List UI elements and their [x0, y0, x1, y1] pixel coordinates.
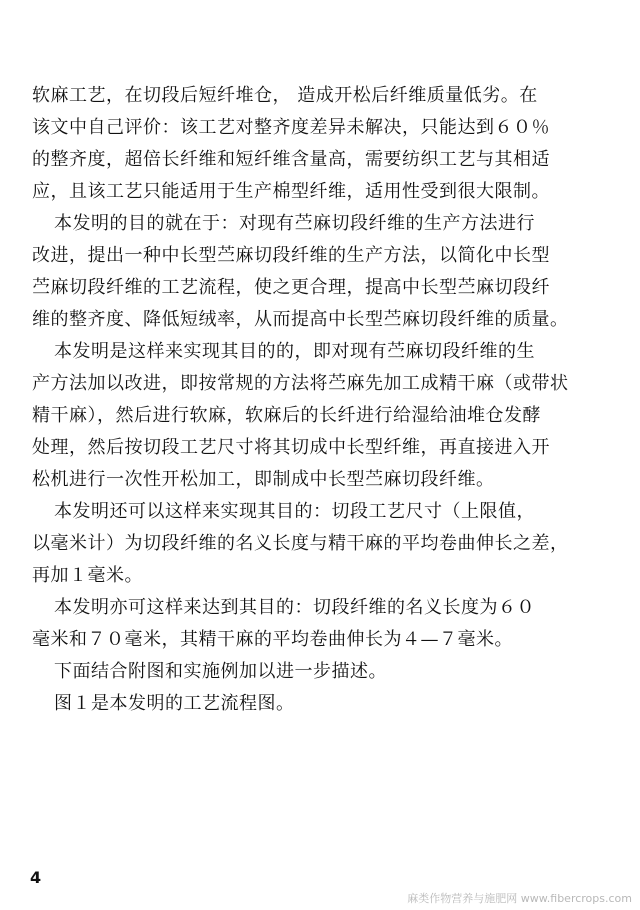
watermark: 麻类作物营养与施肥网 www.fibercrops.com: [407, 892, 632, 905]
text-line: 维的整齐度、降低短绒率，从而提高中长型苎麻切段纤维的质量。: [32, 309, 569, 330]
page-number: 4: [30, 868, 42, 887]
text-line: 下面结合附图和实施例加以进一步描述。: [54, 661, 387, 682]
text-line: 精干麻），然后进行软麻，软麻后的长纤进行给湿给油堆仓发酵: [32, 405, 541, 426]
document-body: [32, 80, 592, 720]
text-line: 该文中自己评价：该工艺对整齐度差异未解决，只能达到６０％: [32, 117, 550, 138]
text-line: 本发明还可以这样来实现其目的：切段工艺尺寸（上限值，: [54, 501, 535, 522]
text-line: 软麻工艺，在切段后短纤堆仓， 造成开松后纤维质量低劣。在: [32, 85, 538, 106]
text-line: 处理，然后按切段工艺尺寸将其切成中长型纤维，再直接进入开: [32, 437, 550, 458]
text-line: 以毫米计）为切段纤维的名义长度与精干麻的平均卷曲伸长之差，: [32, 533, 569, 554]
text-line: 改进，提出一种中长型苎麻切段纤维的生产方法，以简化中长型: [32, 245, 550, 266]
text-line: 图１是本发明的工艺流程图。: [54, 693, 295, 714]
text-line: 产方法加以改进，即按常规的方法将苎麻先加工成精干麻（或带状: [32, 373, 569, 394]
text-line: 毫米和７０毫米，其精干麻的平均卷曲伸长为４—７毫米。: [32, 629, 513, 650]
text-line: 应，且该工艺只能适用于生产棉型纤维，适用性受到很大限制。: [32, 181, 550, 202]
text-line: 本发明亦可这样来达到其目的：切段纤维的名义长度为６０: [54, 597, 535, 618]
text-line: 松机进行一次性开松加工，即制成中长型苎麻切段纤维。: [32, 469, 495, 490]
text-line: 的整齐度，超倍长纤维和短纤维含量高，需要纺织工艺与其相适: [32, 149, 550, 170]
text-line: 本发明是这样来实现其目的的，即对现有苎麻切段纤维的生: [54, 341, 535, 362]
text-line: 再加１毫米。: [32, 565, 143, 586]
text-line: 本发明的目的就在于：对现有苎麻切段纤维的生产方法进行: [54, 213, 535, 234]
text-line: 苎麻切段纤维的工艺流程，使之更合理，提高中长型苎麻切段纤: [32, 277, 550, 298]
